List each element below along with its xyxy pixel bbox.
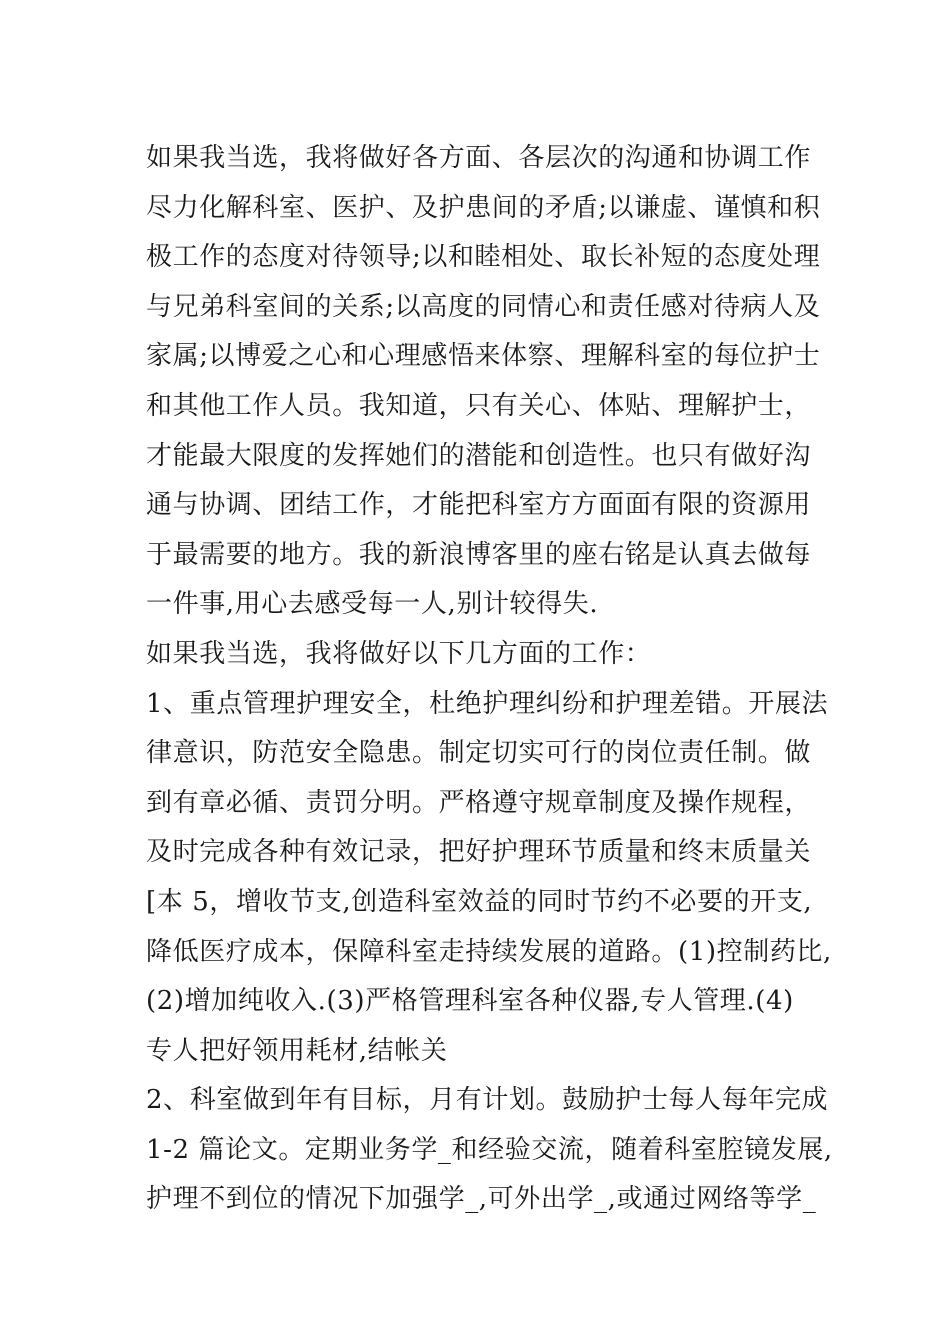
text-line: 家属;以博爱之心和心理感悟来体察、理解科室的每位护士 [146, 341, 821, 372]
text-line: 1-2 篇论文。定期业务学_和经验交流，随着科室腔镜发展, [146, 1134, 833, 1165]
text-line: 及时完成各种有效记录，把好护理环节质量和终末质量关 [146, 837, 812, 868]
text-line: 2、科室做到年有目标，月有计划。鼓励护士每人每年完成 [146, 1085, 829, 1116]
text-line: 才能最大限度的发挥她们的潜能和创造性。也只有做好沟 [146, 440, 812, 471]
text-line: 降低医疗成本，保障科室走持续发展的道路。(1)控制药比, [146, 936, 832, 967]
text-line: 如果我当选，我将做好以下几方面的工作： [146, 638, 652, 669]
text-line: 极工作的态度对待领导;以和睦相处、取长补短的态度处理 [146, 242, 821, 273]
text-line: 护理不到位的情况下加强学_,可外出学_,或通过网络等学_ [146, 1184, 817, 1215]
text-line: [本 5，增收节支,创造科室效益的同时节约不必要的开支, [146, 886, 813, 917]
text-line: 一件事,用心去感受每一人,别计较得失. [146, 589, 599, 620]
text-line: 律意识，防范安全隐患。制定切实可行的岗位责任制。做 [146, 738, 812, 769]
text-line: (2)增加纯收入.(3)严格管理科室各种仪器,专人管理.(4) [146, 986, 794, 1017]
text-line: 通与协调、团结工作，才能把科室方方面面有限的资源用 [146, 490, 812, 521]
text-line: 到有章必循、责罚分明。严格遵守规章制度及操作规程， [146, 787, 812, 818]
text-line: 于最需要的地方。我的新浪博客里的座右铭是认真去做每 [146, 539, 812, 570]
text-line: 如果我当选，我将做好各方面、各层次的沟通和协调工作 [146, 143, 812, 173]
text-line: 1、重点管理护理安全，杜绝护理纠纷和护理差错。开展法 [146, 688, 829, 719]
text-line: 与兄弟科室间的关系;以高度的同情心和责任感对待病人及 [146, 291, 821, 322]
text-line: 专人把好领用耗材,结帐关 [146, 1035, 448, 1066]
document-body [146, 134, 833, 1225]
text-line: 尽力化解科室、医护、及护患间的矛盾;以谦虚、谨慎和积 [146, 192, 821, 223]
text-line: 和其他工作人员。我知道，只有关心、体贴、理解护士， [146, 390, 812, 421]
